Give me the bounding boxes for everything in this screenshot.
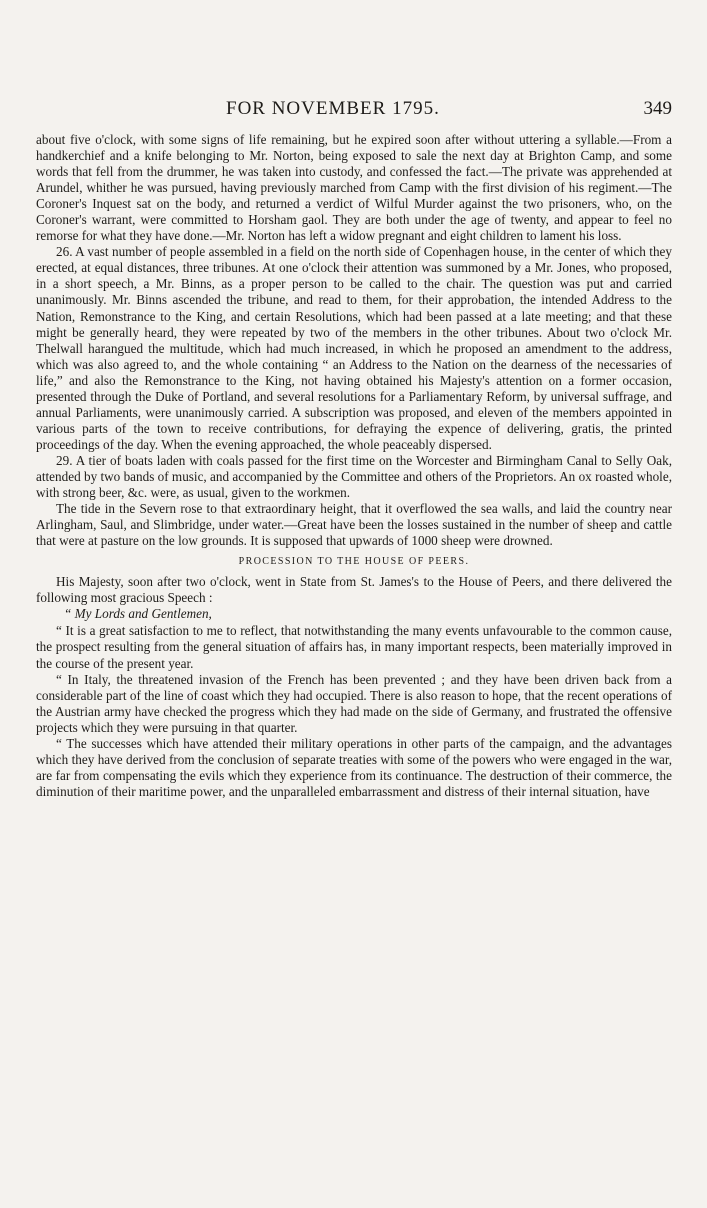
paragraph-procession: His Majesty, soon after two o'clock, went in State from St. James's to the House of Peers, and there delivered the following most gracious Speech : <box>36 574 672 606</box>
speech-salutation: “ My Lords and Gentlemen, <box>64 606 212 622</box>
section-heading: PROCESSION TO THE HOUSE OF PEERS. <box>238 556 470 568</box>
running-title: FOR NOVEMBER 1795. <box>226 98 440 119</box>
speech-paragraph: “ The successes which have attended their military operations in other parts of the campaign, and the advantages which they have derived from the conclusion of separate treaties with some of the powers who were engaged in the war, are far from compensating the evils which they experience from its continuance. The destruction of their commerce, the diminution of their maritime power, and the unparalleled embarrassment and distress of their internal situation, have <box>36 735 672 799</box>
running-header <box>36 98 672 122</box>
speech-paragraph: “ It is a great satisfaction to me to reflect, that notwithstanding the many events unfavourable to the common cause, the prospect resulting from the general situation of affairs has, in many important respects, been materially improved in the course of the present year. <box>36 623 672 671</box>
paragraph-murder-report: about five o'clock, with some signs of life remaining, but he expired soon after without uttering a syllable.—From a handkerchief and a knife belonging to Mr. Norton, being exposed to sale the next day at Brighton Camp, and some words that fell from the drummer, he was taken into custody, and confessed the fact.—The private was apprehended at Arundel, whither he was pursued, having previously marched from Camp with the first division of his regiment.—The Coroner's Inquest sat on the body, and returned a verdict of Wilful Murder against the two prisoners, who, on the Coroner's warrant, were committed to Horsham gaol. They are both under the age of twenty, and appear to feel no remorse for what they have done.—Mr. Norton has left a widow pregnant and eight children to lament his loss. <box>36 132 672 244</box>
paragraph-copenhagen-meeting: 26. A vast number of people assembled in a field on the north side of Copenhagen house, in the center of which they erected, at equal distances, three tribunes. At one o'clock their attention was summoned by a Mr. Jones, who proposed, in a short speech, a Mr. Binns, as a proper person to be called to the chair. The question was put and carried unanimously. Mr. Binns ascended the tribune, and read to them, for their approbation, the intended Address to the Nation, Remonstrance to the King, and certain Resolutions, which had been passed at a late meeting; and that these might be generally heard, they were repeated by two of the members in the other tribunes. About two o'clock Mr. Thelwall harangued the multitude, which had much increased, in which he proposed an amendment to the address, which was also agreed to, and the whole containing “ an Address to the Nation on the dearness of the necessaries of life,” and also the Remonstrance to the King, not having obtained his Majesty's attention on a former occasion, presented through the Duke of Portland, and several resolutions for a Parliamentary Reform, by universal suffrage, and annual Parliaments, were unanimously carried. A subscription was proposed, and eleven of the members appointed in various parts of the town to receive contributions, for defraying the expence of delivering, gratis, the printed proceedings of the day. When the evening approached, the whole peaceably dispersed. <box>36 244 672 452</box>
paragraph-severn-tide: The tide in the Severn rose to that extraordinary height, that it overflowed the sea walls, and laid the country near Arlingham, Saul, and Slimbridge, under water.—Great have been the losses sustained in the number of sheep and cattle that were at pasture on the low grounds. It is supposed that upwards of 1000 sheep were drowned. <box>36 501 672 549</box>
page-body <box>36 132 672 800</box>
speech-paragraph: “ In Italy, the threatened invasion of the French has been prevented ; and they have been driven back from a considerable part of the line of coast which they had occupied. There is also reason to hope, that the recent operations of the Austrian army have checked the progress which they had made on the side of Germany, and frustrated the offensive projects which they were pursuing in that quarter. <box>36 671 672 735</box>
page-number: 349 <box>643 98 672 119</box>
paragraph-canal-opening: 29. A tier of boats laden with coals passed for the first time on the Worcester and Birmingham Canal to Selly Oak, attended by two bands of music, and accompanied by the Committee and others of the Proprietors. An ox roasted whole, with strong beer, &c. were, as usual, given to the workmen. <box>36 452 672 501</box>
